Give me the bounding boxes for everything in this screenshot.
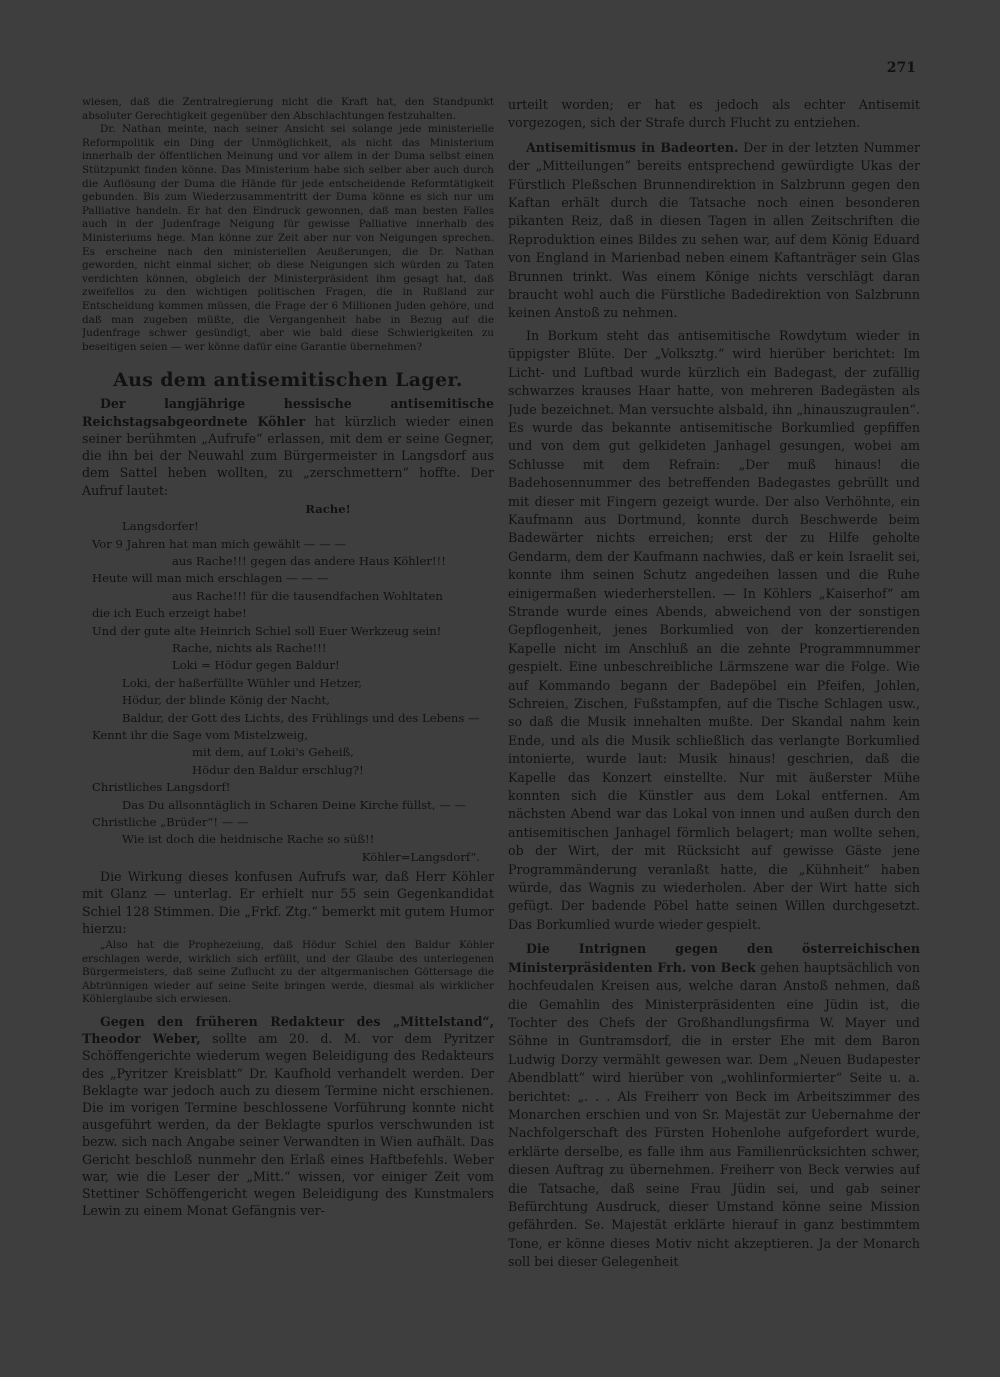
paragraph: urteilt worden; er hat es jedoch als echter Antisemit vorgezogen, sich der Strafe durch Flucht zu entziehen. bbox=[508, 97, 920, 131]
poem-line: aus Rache!!! gegen das andere Haus Köhler!!! bbox=[172, 553, 446, 568]
right-column bbox=[508, 96, 920, 1285]
poem-signature: Köhler=Langsdorf“. bbox=[361, 849, 480, 864]
poem-title: Rache! bbox=[305, 501, 351, 516]
paragraph: Die Wirkung dieses konfusen Aufrufs war, daß Herr Köhler mit Glanz — unterlag. Er erhielt nur 55 sein Gegenkandidat Schiel 128 Stimmen. Die „Frkf. Ztg.“ bemerkt mit gutem Humor hierzu: bbox=[82, 869, 494, 936]
paragraph: wiesen, daß die Zentralregierung nicht die Kraft hat, den Standpunkt absoluter Gerechtigkeit gegenüber den Abschlachtungen festzuhalten. bbox=[82, 96, 494, 122]
poem-line: Loki = Hödur gegen Baldur! bbox=[172, 658, 340, 673]
poem-line: Baldur, der Gott des Lichts, des Frühlings und des Lebens — bbox=[122, 710, 480, 725]
poem-line: Hödur den Baldur erschlug?! bbox=[192, 762, 364, 777]
article-paragraph bbox=[82, 1013, 494, 1219]
poem-line: Das Du allsonntäglich in Scharen Deine Kirche füllst, — — bbox=[122, 797, 467, 812]
text-columns bbox=[82, 96, 920, 1285]
article-text: hat kürzlich wieder einen seiner berühmten „Aufrufe“ erlassen, mit dem er seine Gegner, die ihn bei der Neuwahl zum Bürgermeister in Langsdorf aus dem Sattel heben wollten, zu „zerschmettern“ hoffte. Der Aufruf lautet: bbox=[82, 413, 494, 498]
poem-line: Wie ist doch die heidnische Rache so süß!! bbox=[122, 832, 375, 847]
poem-line: Loki, der haßerfüllte Wühler und Hetzer, bbox=[122, 675, 362, 690]
article-headline: Die Intrignen gegen den österreichischen Ministerpräsidenten Frh. von Beck bbox=[508, 941, 920, 975]
left-column bbox=[82, 96, 494, 1285]
poem-block bbox=[82, 501, 494, 867]
poem-line: Vor 9 Jahren hat man mich gewählt — — — bbox=[92, 536, 347, 551]
article-headline: Der langjährige hessische antisemitische Reichstagsabgeordnete Köhler bbox=[82, 396, 494, 429]
poem-line: Rache, nichts als Rache!!! bbox=[172, 640, 327, 655]
poem-line: Heute will man mich erschlagen — — — bbox=[92, 571, 329, 586]
paragraph: Dr. Nathan meinte, nach seiner Ansicht sei solange jede ministerielle Reformpolitik ein Ding der Unmöglichkeit, als nicht das Ministerium innerhalb der öffentlichen Meinung und vor allem in der Duma selbst einen Stützpunkt finden könne. Das Ministerium habe sich selber aber auch durch die Auflösung der Duma die Hände für jede entscheidende Reformtätigkeit gebunden. Bis zum Wiederzusammentritt der Duma könne es sich nur um Palliative handeln. Er hat den Eindruck gewonnen, daß man besten Falles auch in der Judenfrage Neigung für gewisse Palliative innerhalb des Ministeriums hege. Man könne zur Zeit aber nur von Neigungen sprechen. Es erscheine nach den ministeriellen Aeußerungen, die Dr. Nathan geworden, nicht einmal sicher, ob diese Neigungen sich würden zu Taten verdichten können, obgleich der Ministerpräsident ihm gesagt hat, daß zweifellos zu den wichtigen politischen Fragen, die in Rußland zur Entscheidung kommen müssen, die Frage der 6 Millionen Juden gehöre, und daß man zugeben müßte, die Vergangenheit habe in Bezug auf die Judenfrage schwer gesündigt, aber wie bald diese Schwierigkeiten zu beseitigen seien — wer könne dafür eine Garantie übernehmen? bbox=[82, 123, 494, 353]
poem-line: Und der gute alte Heinrich Schiel soll Euer Werkzeug sein! bbox=[92, 623, 442, 638]
article-text: sollte am 20. d. M. vor dem Pyritzer Schöffengerichte wiederum wegen Beleidigung des Redakteurs des „Pyritzer Kreisblatt“ Dr. Kaufhold verhandelt werden. Der Beklagte war jedoch auch zu diesem Termine nicht erschienen. Die im vorigen Termine beschlossene Vorführung konnte nicht ausgeführt werden, da der Beklagte spurlos verschwunden ist bezw. sich nach Angabe seiner Verwandten in Wien aufhält. Das Gericht beschloß nunmehr den Erlaß eines Haftbefehls. Weber war, wie die Leser der „Mitt.“ wissen, vor einiger Zeit vom Stettiner Schöffengericht wegen Beleidigung des Kunstmalers Lewin zu einem Monat Gefängnis ver- bbox=[82, 1031, 494, 1219]
page-number: 271 bbox=[886, 60, 916, 76]
poem-line: Hödur, der blinde König der Nacht, bbox=[122, 693, 330, 708]
section-title: Aus dem antisemitischen Lager. bbox=[113, 369, 463, 392]
article-paragraph bbox=[82, 395, 494, 498]
poem-line: Christliche „Brüder“! — — bbox=[92, 815, 249, 830]
article-paragraph bbox=[508, 940, 920, 1271]
article-paragraph bbox=[508, 139, 920, 323]
poem-line: Christliches Langsdorf! bbox=[92, 780, 231, 795]
article-text: gehen hauptsächlich von hochfeudalen Kreisen aus, welche daran Anstoß nehmen, daß die Gemahlin des Ministerpräsidenten eine Jüdin ist, die Tochter des Chefs der Großhandlungsfirma W. Mayer und Söhne in Guntramsdorf, die in erster Ehe mit dem Baron Ludwig Dorzy vermählt gewesen war. Dem „Neuen Budapester Abendblatt“ wird hierüber von „wohlinformierter“ Seite u. a. berichtet: „. . . Als Freiherr von Beck im Arbeitszimmer des Monarchen erschien und von Sr. Majestät zur Uebernahme der Nachfolgerschaft des Fürsten Hohenlohe aufgefordert wurde, erklärte derselbe, es falle ihm aus Familienrücksichten schwer, diesen Auftrag zu übernehmen. Freiherr von Beck verwies auf die Tatsache, daß seine Frau Jüdin sei, und gab seiner Befürchtung Ausdruck, dieser Umstand könne seine Mission gefährden. Se. Majestät erklärte hierauf in ganz bestimmtem Tone, er könne dieses Motiv nicht akzeptieren. Ja der Monarch soll bei dieser Gelegenheit bbox=[508, 959, 920, 1270]
poem-line: die ich Euch erzeigt habe! bbox=[92, 606, 247, 621]
poem-line: aus Rache!!! für die tausendfachen Wohltaten bbox=[172, 588, 443, 603]
article-headline: Antisemitismus in Badeorten. bbox=[526, 139, 739, 155]
poem-line: Langsdorfer! bbox=[122, 519, 199, 534]
poem-line: Kennt ihr die Sage vom Mistelzweig, bbox=[92, 727, 309, 742]
quote: „Also hat die Prophezeiung, daß Hödur Schiel den Baldur Köhler erschlagen werde, wirklich sich erfüllt, und der Glaube des unterlegenen Bürgermeisters, daß seine Zuflucht zu der altgermanischen Göttersage die Abtrünnigen wieder auf seine Seite bringen werde, diesmal als wirklicher Köhlerglaube sich erwiesen. bbox=[82, 939, 494, 1006]
article-text: Der in der letzten Nummer der „Mitteilungen“ bereits entsprechend gewürdigte Ukas der Fürstlich Pleßschen Brunnendirektion in Salzbrunn gegen den Kaftan erhält durch die Tatsache noch einen besonderen pikanten Reiz, daß in diesen Tagen in allen Zeitschriften die Reproduktion eines Bildes zu sehen war, auf dem König Eduard von England in Marienbad neben einem Kaftanträger sein Glas Brunnen trinkt. Was einem Könige nichts verschlägt daran braucht wohl auch die Fürstliche Badedirektion von Salzbrunn keinen Anstoß zu nehmen. bbox=[508, 139, 920, 321]
article-headline: Gegen den früheren Redakteur des „Mittelstand“, Theodor Weber, bbox=[82, 1014, 494, 1047]
poem-line: mit dem, auf Loki's Geheiß, bbox=[192, 745, 354, 760]
paragraph: In Borkum steht das antisemitische Rowdytum wieder in üppigster Blüte. Der „Volksztg.“ wird hierüber berichtet: Im Licht- und Luftbad wurde kürzlich ein Badegast, der zufällig schwarzes krauses Haar hatte, von mehreren Badegästen als Jude bezeichnet. Man versuchte alsbald, ihn „hinauszugraulen“. Es wurde das bekannte antisemitische Borkumlied gepfiffen und von dem gut gelkideten Janhagel gesungen, wobei am Schlusse mit dem Refrain: „Der muß hinaus! die Badehosennummer des betreffenden Badegastes gebrüllt und mit dieser mit Fingern gezeigt wurde. Der also Verhöhnte, ein Kaufmann aus Dortmund, konnte durch Beschwerde beim Badewärter nichts erreichen; erst der zu Hilfe geholte Gendarm, dem der Kaufmann nachwies, daß er kein Israelit sei, konnte ihm seinen Schutz angedeihen lassen und die Ruhe einigermaßen wiederherstellen. — In Köhlers „Kaiserhof“ am Strande wurde eines Abends, abweichend von der sonstigen Gepflogenheit, jenes Borkumlied von der konzertierenden Kapelle nicht im Anschluß an die zehnte Programmnummer gespielt. Eine unbeschreibliche Lärmszene war die Folge. Wie auf Kommando begann der Badepöbel ein Pfeifen, Johlen, Schreien, Zischen, Fußstampfen, auf die Tische Schlagen usw., so daß die Musik innehalten mußte. Der Skandal nahm kein Ende, und als die Musik schließlich das verlangte Borkumlied intonierte, wurde laut: Musik hinaus! geschrien, daß die Kapelle das Konzert einstellte. Nur mit äußerster Mühe konnten sich die Künstler aus dem Lokal entfernen. Am nächsten Abend war das Lokal von innen und außen durch den antisemitischen Janhagel förmlich belagert; man wollte sehen, ob der Wirt, der mit Rücksicht auf gewisse Gäste jene Programmänderung veranlaßt hatte, die „Kühnheit“ haben würde, das Wagnis zu wiederholen. Aber der Wirt hatte sich gefügt. Der badende Pöbel hatte seinen Willen durchgesetzt. Das Borkumlied wurde wieder gespielt. bbox=[508, 327, 920, 932]
